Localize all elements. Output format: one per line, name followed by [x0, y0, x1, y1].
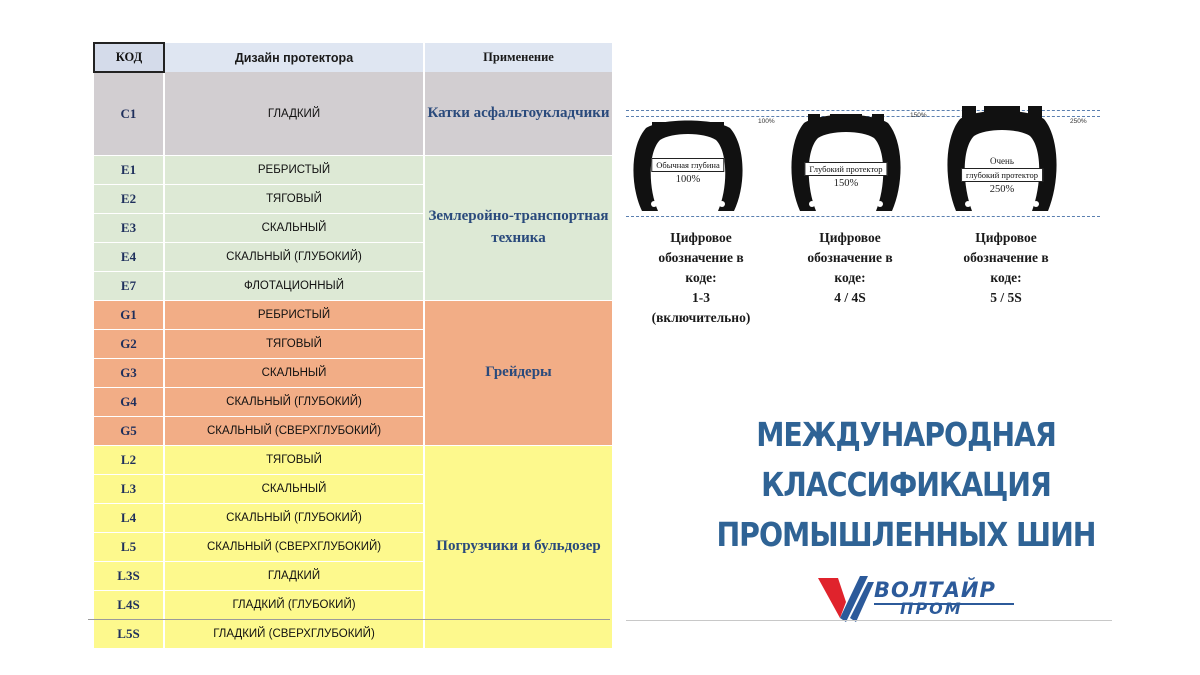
row-design: ТЯГОВЫЙ: [164, 330, 424, 359]
tire-label-box: глубокий протектор: [961, 168, 1043, 182]
tire-label-prefix: Очень: [990, 156, 1014, 166]
row-design: СКАЛЬНЫЙ (СВЕРХГЛУБОКИЙ): [164, 533, 424, 562]
caption-line: Цифровое: [975, 230, 1037, 245]
page-title: [653, 410, 1159, 560]
tread-depth-diagram: [626, 98, 1100, 228]
table-row: [94, 446, 613, 475]
row-design: СКАЛЬНЫЙ (ГЛУБОКИЙ): [164, 388, 424, 417]
header-application: Применение: [424, 43, 613, 72]
row-design: РЕБРИСТЫЙ: [164, 301, 424, 330]
row-code: L3S: [94, 562, 164, 591]
caption-depth-1-3: [626, 228, 776, 328]
row-code: L5S: [94, 620, 164, 649]
brand-logo: [816, 572, 1016, 624]
title-line-1: МЕЖДУНАРОДНАЯ КЛАССИФИКАЦИЯ: [756, 415, 1056, 504]
logo-word-2: ПРОМ: [900, 599, 963, 618]
tread-classification-table: [93, 42, 614, 649]
scale-label: 100%: [758, 118, 775, 125]
row-code: L3: [94, 475, 164, 504]
row-code: E3: [94, 214, 164, 243]
caption-line: коде:: [685, 270, 717, 285]
row-code: E7: [94, 272, 164, 301]
title-line-2: ПРОМЫШЛЕННЫХ ШИН: [716, 515, 1096, 554]
table-bottom-divider: [88, 619, 610, 620]
tire-label-box: Обычная глубина: [651, 158, 724, 172]
caption-line: обозначение в: [963, 250, 1049, 265]
right-bottom-divider: [626, 620, 1112, 621]
row-design: ГЛАДКИЙ: [164, 72, 424, 156]
caption-line: (включительно): [651, 310, 751, 325]
tire-very-deep-tread: [946, 104, 1058, 216]
row-design: СКАЛЬНЫЙ (ГЛУБОКИЙ): [164, 504, 424, 533]
tire-percent: 250%: [989, 184, 1015, 195]
row-design: СКАЛЬНЫЙ (СВЕРХГЛУБОКИЙ): [164, 417, 424, 446]
row-code: G2: [94, 330, 164, 359]
row-design: ГЛАДКИЙ (СВЕРХГЛУБОКИЙ): [164, 620, 424, 649]
application-cell-loaders: Погрузчики и бульдозер: [424, 446, 613, 649]
row-design: ТЯГОВЫЙ: [164, 446, 424, 475]
caption-line: Цифровое: [670, 230, 732, 245]
row-design: СКАЛЬНЫЙ: [164, 214, 424, 243]
row-design: СКАЛЬНЫЙ (ГЛУБОКИЙ): [164, 243, 424, 272]
row-code: L4S: [94, 591, 164, 620]
row-code: E4: [94, 243, 164, 272]
table-header-row: [94, 43, 613, 72]
caption-line: 4 / 4S: [834, 290, 866, 305]
tire-percent: 150%: [833, 178, 859, 189]
logo-mark-icon: [816, 572, 874, 624]
row-code: G3: [94, 359, 164, 388]
scale-label: 250%: [1070, 118, 1087, 125]
caption-line: 1-3: [692, 290, 710, 305]
row-code: C1: [94, 72, 164, 156]
caption-line: коде:: [990, 270, 1022, 285]
application-cell-rollers: Катки асфальтоукладчики: [424, 72, 613, 156]
table-row: [94, 72, 613, 156]
row-code: L4: [94, 504, 164, 533]
row-design: СКАЛЬНЫЙ: [164, 359, 424, 388]
caption-line: 5 / 5S: [990, 290, 1022, 305]
tire-label-box: Глубокий протектор: [804, 162, 887, 176]
scale-label: 150%: [910, 112, 927, 119]
caption-line: обозначение в: [658, 250, 744, 265]
row-code: G5: [94, 417, 164, 446]
row-design: РЕБРИСТЫЙ: [164, 156, 424, 185]
caption-line: обозначение в: [807, 250, 893, 265]
row-code: G1: [94, 301, 164, 330]
logo-word-1: ВОЛТАЙР: [874, 578, 996, 602]
dashed-guide-bottom: [626, 216, 1100, 217]
tire-normal-depth: [632, 116, 744, 216]
row-code: L2: [94, 446, 164, 475]
row-code: L5: [94, 533, 164, 562]
row-code: E2: [94, 185, 164, 214]
table-row: [94, 156, 613, 185]
caption-depth-4: [775, 228, 925, 308]
application-cell-earthmoving: Землеройно-транспортная техника: [424, 156, 613, 301]
row-design: ТЯГОВЫЙ: [164, 185, 424, 214]
row-design: ГЛАДКИЙ (ГЛУБОКИЙ): [164, 591, 424, 620]
header-code: КОД: [94, 43, 164, 72]
row-design: ФЛОТАЦИОННЫЙ: [164, 272, 424, 301]
header-design: Дизайн протектора: [164, 43, 424, 72]
application-cell-graders: Грейдеры: [424, 301, 613, 446]
caption-line: Цифровое: [819, 230, 881, 245]
table-row: [94, 301, 613, 330]
row-design: ГЛАДКИЙ: [164, 562, 424, 591]
tire-deep-tread: [790, 110, 902, 216]
row-code: E1: [94, 156, 164, 185]
caption-depth-5: [931, 228, 1081, 308]
row-code: G4: [94, 388, 164, 417]
caption-line: коде:: [834, 270, 866, 285]
tire-percent: 100%: [675, 174, 701, 185]
row-design: СКАЛЬНЫЙ: [164, 475, 424, 504]
